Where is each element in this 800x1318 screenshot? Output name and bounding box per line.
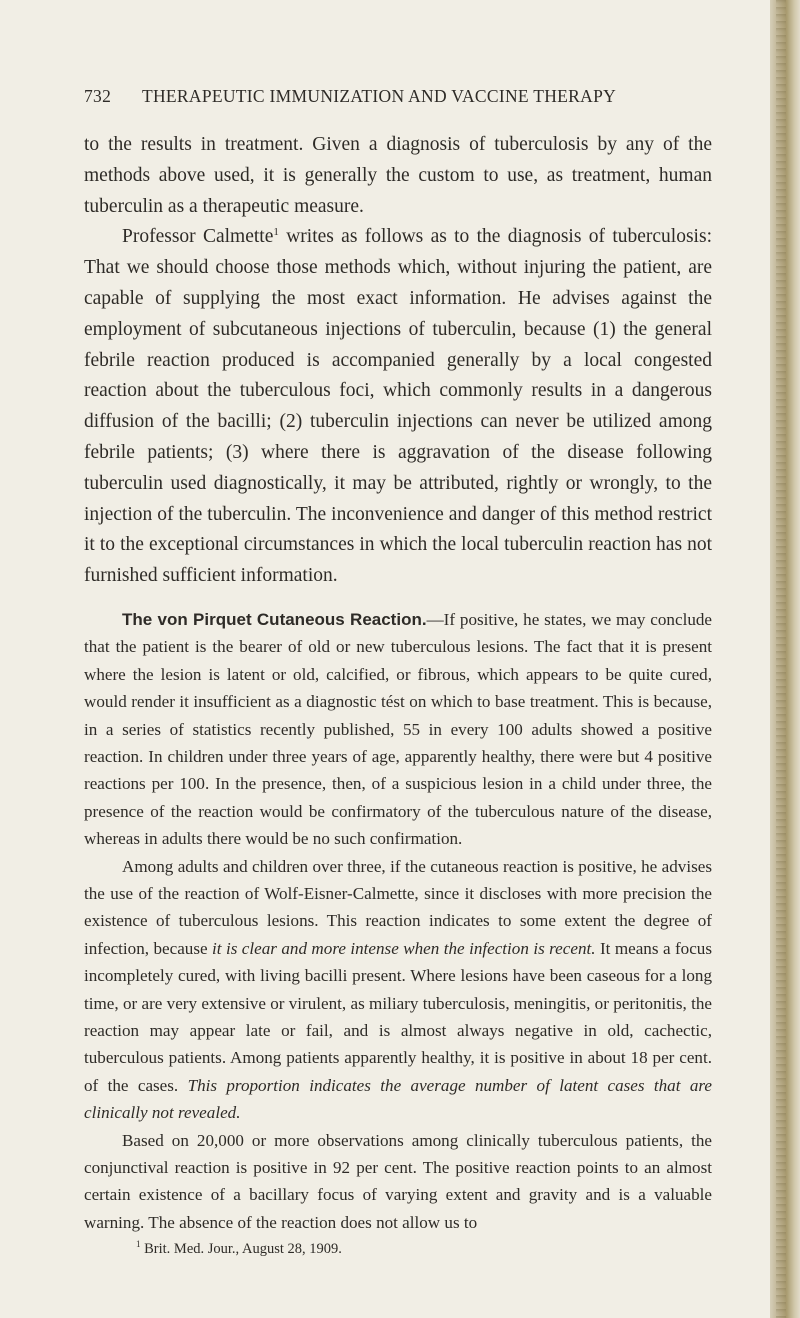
footnote [84, 1239, 712, 1259]
footnote-text: Brit. Med. Jour., August 28, 1909. [140, 1241, 342, 1258]
paragraph-4-part-a: Among adults and children over three, if the cutaneous reaction is positive, he advises the use of the reaction of Wolf-Eisner-Calmette, since it discloses with more precision the existence of tuberculous lesions. This reaction indicates to some extent the degree of infection, because [84, 856, 712, 958]
footnote-mark: 1 [136, 1239, 141, 1250]
large-type-section [84, 130, 712, 592]
small-type-section [84, 606, 712, 1259]
running-title: THERAPEUTIC IMMUNIZATION AND VACCINE THERAPY [142, 86, 617, 106]
paragraph-3-body: —If positive, he states, we may conclude that the patient is the bearer of old or new tuberculous lesions. The fact that it is present where the lesion is latent or old, calcified, or fibrous, which appears to be quite cured, would render it insufficient as a diagnostic tést on which to base treatment. This is because, in a series of statistics recently published, 55 in every 100 adults showed a positive reaction. In children under three years of age, apparently healthy, there were but 4 positive reactions per 100. In the presence, then, of a suspicious lesion in a child under three, the presence of the reaction would be confirmatory of the tuberculous nature of the disease, whereas in adults there would be no such confirmation. [84, 609, 713, 849]
paragraph-4-emphasis-2: This proportion indicates the average number of latent cases that are clinically not revealed. [84, 1075, 712, 1123]
page-number: 732 [84, 86, 112, 106]
paragraph-3 [84, 606, 712, 853]
paragraph-1: to the results in treatment. Given a diagnosis of tuberculosis by any of the methods above used, it is generally the custom to use, as treatment, human tuberculin as a therapeutic measure. [84, 134, 712, 217]
section-heading: The von Pirquet Cutaneous Reaction. [122, 609, 427, 629]
paragraph-2-lead: Professor Calmette [122, 226, 274, 248]
footnote-ref: 1 [273, 226, 279, 239]
paragraph-2-body: writes as follows as to the diagnosis of tuberculosis: That we should choose those methods which, without injuring the patient, are capable of supplying the most exact information. He advises against the employment of subcutaneous injections of tuberculin, because (1) the general febrile reaction produced is accompanied generally by a local congested reaction about the tuberculous foci, which commonly results in a dangerous diffusion of the bacilli; (2) tuberculin injections can never be utilized among febrile patients; (3) where there is aggravation of the disease following tuberculin used diagnostically, it may be attributed, rightly or wrongly, to the injection of the tuberculin. The inconvenience and danger of this method restrict it to the exceptional circumstances in which the local tuberculin reaction has not furnished sufficient information. [84, 226, 712, 587]
paragraph-5: Based on 20,000 or more observations among clinically tuberculous patients, the conjunctival reaction is positive in 92 per cent. The positive reaction points to an almost certain existence of a bacillary focus of varying extent and gravity and is a valuable warning. The absence of the reaction does not allow us to [84, 1130, 712, 1232]
paragraph-4-emphasis-1: it is clear and more intense when the infection is recent. [212, 938, 596, 958]
paragraph-2 [84, 222, 712, 592]
paragraph-4-part-b: It means a focus incompletely cured, with living bacilli present. Where lesions have been caseous for a long time, or are very extensive or virulent, as miliary tuberculosis, meningitis, or peritonitis, the reaction may appear late or fail, and is almost always negative in old, cachectic, tuberculous patients. Among patients apparently healthy, it is positive in about 18 per cent. of the cases. [84, 938, 712, 1095]
paragraph-4 [84, 853, 712, 1127]
page-edge [770, 0, 800, 1318]
page-body [84, 130, 712, 1259]
